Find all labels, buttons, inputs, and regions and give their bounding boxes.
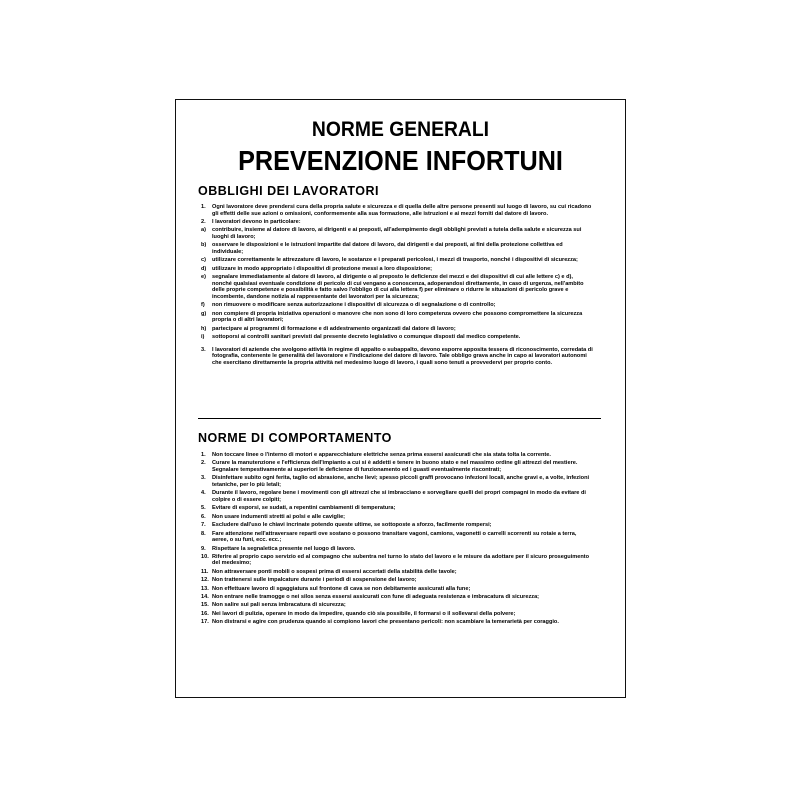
item-text: Evitare di esporsi, se sudati, a repentini cambiamenti di temperatura; xyxy=(212,505,396,512)
list-item xyxy=(201,531,593,544)
item-text: Nei lavori di pulizia, operare in modo da impedire, quando ciò sia possibile, il formarsi o il sollevarsi della polvere; xyxy=(212,610,516,617)
list-item xyxy=(201,475,593,488)
item-text: Non trattenersi sulle impalcature durante i periodi di sospensione del lavoro; xyxy=(212,577,417,584)
list-item xyxy=(201,227,593,240)
item-number: c) xyxy=(201,257,206,264)
item-number: 5. xyxy=(201,505,206,512)
item-text: Non effettuare lavoro di sgaggiatura sul frontone di cava se non debitamente assicurati alla fune; xyxy=(212,585,471,592)
item-text: utilizzare correttamente le attrezzature di lavoro, le sostanze e i preparati pericolosi, i mezzi di trasporto, nonché i dispositivi di sicurezza; xyxy=(212,257,578,264)
list-item xyxy=(201,452,593,459)
item-text: Disinfettare subito ogni ferita, taglio od abrasione, anche lievi; spesso piccoli graffi provocano infezioni locali, anche gravi e, a volte, infezioni tetaniche, per lo più letali; xyxy=(212,475,590,488)
item-number: i) xyxy=(201,334,205,341)
item-number: 11. xyxy=(201,568,209,575)
item-number: 2. xyxy=(201,218,206,225)
list-item xyxy=(201,619,593,626)
list-item xyxy=(201,334,593,341)
list-item xyxy=(201,611,593,618)
list-item xyxy=(201,302,593,309)
item-number: 2. xyxy=(201,460,206,467)
item-text: Non entrare nelle tramogge o nei silos senza essersi assicurati con fune di adeguata resistenza e imbracatura di sicurezza; xyxy=(212,594,540,601)
title-line-1: NORME GENERALI xyxy=(311,118,490,141)
list-item xyxy=(201,274,593,300)
item-text: Non usare indumenti stretti ai polsi e alle caviglie; xyxy=(212,513,346,520)
item-text: Curare la manutenzione e l'efficienza dell'impianto a cui si è addetti e tenere in buono stato e nel massimo ordine gli attrezzi del mestiere. Segnalare tempestivamente ai superiori le deficienze di funzionamento ed i guasti eventualmente riscontrati; xyxy=(212,460,578,473)
item-text: partecipare ai programmi di formazione e di addestramento organizzati dal datore di lavoro; xyxy=(212,325,456,332)
item-text: contribuire, insieme al datore di lavoro, ai dirigenti e ai preposti, all'adempimento degli obblighi previsti a tutela della salute e sicurezza sui luoghi di lavoro; xyxy=(212,227,582,240)
list-item xyxy=(201,594,593,601)
list-item xyxy=(201,242,593,255)
item-text: osservare le disposizioni e le istruzioni impartite dal datore di lavoro, dai dirigenti e dai preposti, ai fini della protezione collettiva ed individuale; xyxy=(212,242,563,255)
list-item xyxy=(201,460,593,473)
item-number: 3. xyxy=(201,346,206,353)
item-number: 14. xyxy=(201,594,209,601)
section-heading-obblighi: OBBLIGHI DEI LAVORATORI xyxy=(198,184,379,198)
item-number: a) xyxy=(201,227,206,234)
item-text: Non distrarsi e agire con prudenza quando si compiono lavori che presentano pericoli: non scambiare la temerarietà per coraggio. xyxy=(212,619,559,626)
item-text: Fare attenzione nell'attraversare reparti ove sostano o possono transitare vagoni, camions, vagonetti o carrelli scorrenti su rotaie a terra, aeree, o su funi, ecc. ecc.; xyxy=(212,530,577,544)
item-number: 17. xyxy=(201,619,209,626)
list-item xyxy=(201,490,593,503)
list-item xyxy=(201,577,593,584)
list-item xyxy=(201,326,593,333)
item-text: I lavoratori devono in particolare: xyxy=(212,218,301,225)
item-text: Riferire al proprio capo servizio ed al compagno che subentra nel turno lo stato del lavoro e le misure da adottare per il sicuro proseguimento del medesimo; xyxy=(212,553,590,567)
item-number: h) xyxy=(201,325,207,332)
list-item xyxy=(201,602,593,609)
item-text: Rispettare la segnaletica presente nel luogo di lavoro. xyxy=(212,545,356,552)
obblighi-list xyxy=(201,204,593,366)
item-text: utilizzare in modo appropriato i dispositivi di protezione messi a loro disposizione; xyxy=(212,265,433,272)
item-number: 15. xyxy=(201,602,209,609)
item-number: f) xyxy=(201,302,205,309)
list-item xyxy=(201,347,593,367)
item-text: non rimuovere o modificare senza autorizzazione i dispositivi di sicurezza o di segnalazione o di controllo; xyxy=(212,302,496,309)
item-text: I lavoratori di aziende che svolgono attività in regime di appalto o subappalto, devono esporre apposita tessera di riconoscimento, corredata di fotografia, contenente le generalità del lavoratore e l'indicazione del datore di lavoro. Tale obbligo grava anche in capo ai lavoratori autonomi che esercitano direttamente la propria attività nel medesimo luogo di lavoro, i quali sono tenuti a provvedervi per proprio conto. xyxy=(212,346,593,366)
list-item xyxy=(201,546,593,553)
item-text: Escludere dall'uso le chiavi incrinate potendo queste ultime, se sottoposte a sforzo, facilmente rompersi; xyxy=(212,522,492,529)
list-item xyxy=(201,505,593,512)
list-item xyxy=(201,554,593,567)
section-heading-comportamento: NORME DI COMPORTAMENTO xyxy=(198,431,392,445)
safety-sign-panel xyxy=(175,99,626,698)
item-number: 6. xyxy=(201,513,206,520)
item-number: 16. xyxy=(201,610,209,617)
item-number: 1. xyxy=(201,204,206,210)
list-item xyxy=(201,311,593,324)
item-number: 10. xyxy=(201,553,209,560)
item-text: sottoporsi ai controlli sanitari previsti dal presente decreto legislativo o comunque disposti dal medico competente. xyxy=(212,334,521,341)
list-item xyxy=(201,586,593,593)
list-item xyxy=(201,204,593,217)
item-text: Ogni lavoratore deve prendersi cura della propria salute e sicurezza e di quella delle altre persone presenti sul luogo di lavoro, su cui ricadono gli effetti delle sue azioni o omissioni, conformemente alla sua formazione, alle istruzioni e ai mezzi forniti dal datore di lavoro. xyxy=(212,204,592,217)
item-number: 9. xyxy=(201,545,206,552)
section-divider xyxy=(198,418,601,419)
item-text: Non attraversare ponti mobili o sospesi prima di essersi accertati della stabilità delle tavole; xyxy=(212,568,457,575)
item-number: 13. xyxy=(201,585,209,592)
item-number: 1. xyxy=(201,452,206,458)
item-text: segnalare immediatamente al datore di lavoro, al dirigente o al preposto le deficienze dei mezzi e dei dispositivi di cui alle lettere c) e d), nonché qualsiasi eventuale condizione di pericolo di cui vengano a conoscenza, adoperandosi direttamente, in caso di urgenza, nell'ambito delle proprie competenze e possibilità e fatto salvo l'obbligo di cui alla lettera f) per eliminare o ridurre le situazioni di pericolo grave e incombente, dandone notizia al rappresentante dei lavoratori per la sicurezza; xyxy=(212,274,584,300)
item-number: 12. xyxy=(201,577,209,584)
item-number: b) xyxy=(201,242,207,249)
item-number: d) xyxy=(201,265,207,272)
item-number: e) xyxy=(201,274,206,281)
list-item xyxy=(201,266,593,273)
list-item xyxy=(201,219,593,226)
item-text: Non salire sui pali senza imbracatura di sicurezza; xyxy=(212,602,346,609)
item-number: 3. xyxy=(201,475,206,482)
item-text: non compiere di propria iniziativa operazioni o manovre che non sono di loro competenza ovvero che possono compromettere la sicurezza propria o di altri lavoratori; xyxy=(212,310,583,324)
item-number: g) xyxy=(201,310,207,317)
item-text: Non toccare linee o l'interno di motori e apparecchiature elettriche senza prima essersi assicurati che sia stata tolta la corrente. xyxy=(212,452,551,458)
title-line-2: PREVENZIONE INFORTUNI xyxy=(238,145,563,176)
list-item xyxy=(201,257,593,264)
list-item xyxy=(201,569,593,576)
list-item xyxy=(201,522,593,529)
item-text: Durante il lavoro, regolare bene i movimenti con gli attrezzi che si imbracciano e sorvegliare quelli dei propri compagni in modo da evitare di colpire o di essere colpiti; xyxy=(212,490,586,503)
comportamento-list xyxy=(201,452,593,626)
item-number: 4. xyxy=(201,490,206,497)
list-item xyxy=(201,514,593,521)
item-number: 7. xyxy=(201,522,206,529)
item-number: 8. xyxy=(201,530,206,537)
